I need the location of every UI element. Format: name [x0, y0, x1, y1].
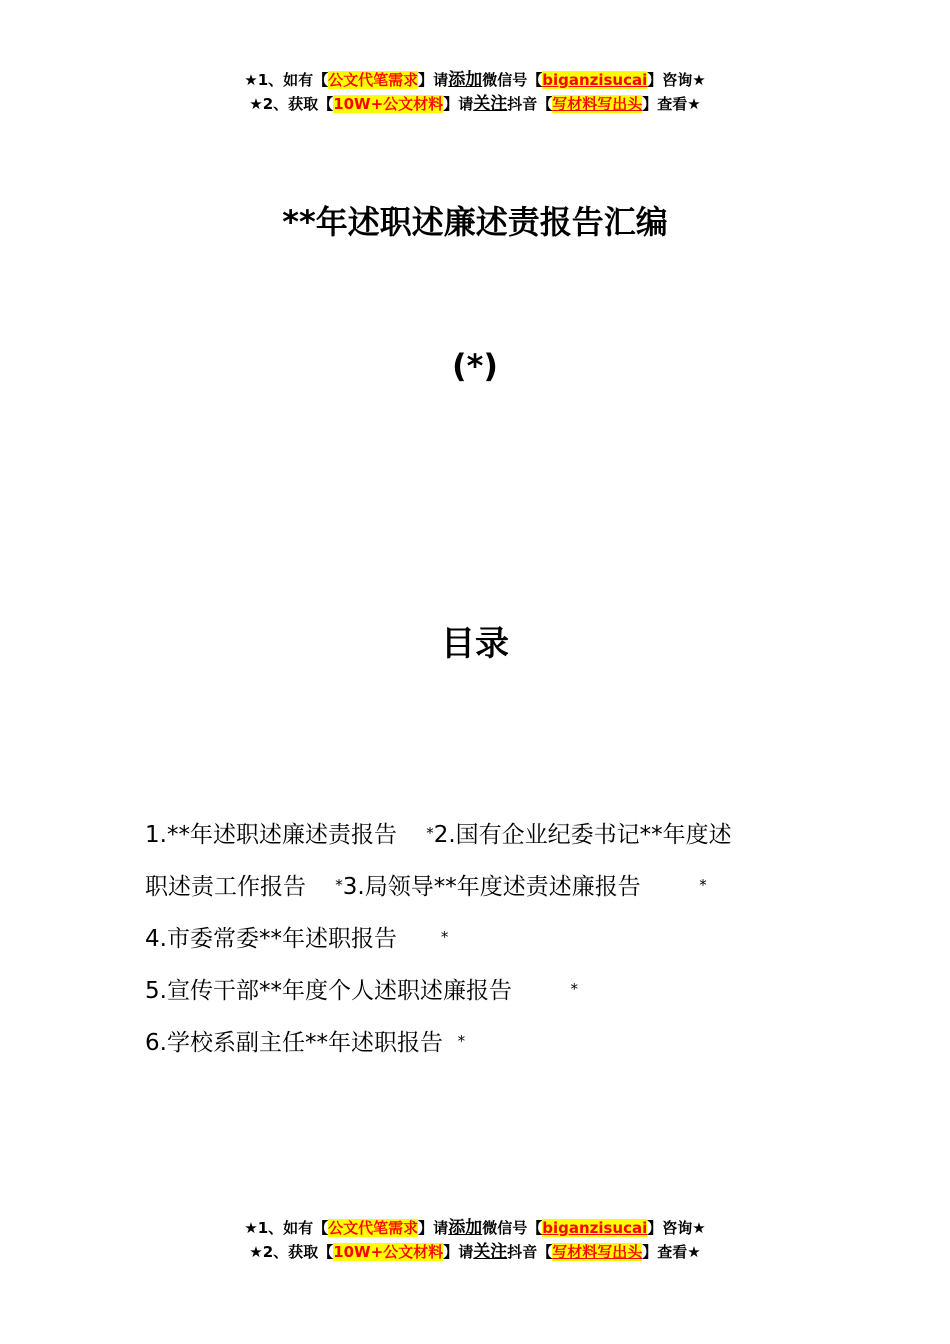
toc-line	[145, 964, 810, 1016]
toc-entry[interactable]: 3.局领导**年度述责述廉报告	[342, 874, 641, 900]
toc-line	[145, 860, 810, 912]
toc-page-marker: *	[570, 980, 578, 998]
banner-line-1	[0, 68, 950, 92]
douyin-id-highlight: 写材料写出头	[552, 95, 643, 113]
banner-highlight: 10W+公文材料	[333, 95, 444, 113]
banner-text: 】查看★	[642, 95, 701, 113]
banner-text: 】请	[443, 95, 474, 113]
banner-highlight: 公文代笔需求	[328, 1219, 419, 1237]
banner-text: ★1、如有【	[244, 1219, 329, 1237]
toc-entry[interactable]: 1.**年述职述廉述责报告	[145, 822, 397, 848]
toc-page-marker: *	[699, 876, 707, 894]
douyin-id-highlight: 写材料写出头	[552, 1243, 643, 1261]
banner-text: 微信号【	[482, 71, 543, 89]
banner-text: 】请	[418, 1219, 449, 1237]
banner-emphasis: 关注	[473, 94, 508, 114]
banner-text: 】咨询★	[647, 71, 706, 89]
banner-text: 】查看★	[642, 1243, 701, 1261]
banner-text: 】请	[443, 1243, 474, 1261]
toc-entry[interactable]: 2.国有企业纪委书记**年度述	[433, 822, 732, 848]
banner-text: 抖音【	[507, 95, 553, 113]
table-of-contents	[145, 808, 810, 1068]
footer-banner	[0, 1216, 950, 1264]
header-banner	[0, 68, 950, 116]
banner-text: 微信号【	[482, 1219, 543, 1237]
document-title: **年述职述廉述责报告汇编	[282, 203, 668, 241]
banner-text: 抖音【	[507, 1243, 553, 1261]
toc-entry[interactable]: 4.市委常委**年述职报告	[145, 926, 397, 952]
toc-page-marker: *	[457, 1032, 466, 1050]
toc-entry[interactable]: 6.学校系副主任**年述职报告	[145, 1030, 443, 1056]
toc-page-marker: *	[440, 928, 449, 946]
banner-line-1	[0, 1216, 950, 1240]
banner-highlight: 公文代笔需求	[328, 71, 419, 89]
document-subtitle: (*)	[452, 347, 498, 385]
banner-line-2	[0, 1240, 950, 1264]
toc-line	[145, 1016, 810, 1068]
banner-emphasis: 添加	[448, 70, 483, 90]
banner-text: ★2、获取【	[249, 1243, 334, 1261]
toc-line	[145, 808, 810, 860]
toc-entry[interactable]: 职述责工作报告	[145, 874, 306, 900]
banner-text: 】咨询★	[647, 1219, 706, 1237]
banner-text: 】请	[418, 71, 449, 89]
banner-line-2	[0, 92, 950, 116]
toc-page-marker: *	[335, 876, 343, 894]
wechat-id-highlight: biganzisucai	[542, 71, 648, 89]
toc-page-marker: *	[426, 824, 434, 842]
banner-text: ★2、获取【	[249, 95, 334, 113]
wechat-id-highlight: biganzisucai	[542, 1219, 648, 1237]
toc-heading: 目录	[441, 624, 509, 664]
banner-emphasis: 关注	[473, 1242, 508, 1262]
toc-line	[145, 912, 810, 964]
banner-emphasis: 添加	[448, 1218, 483, 1238]
toc-entry[interactable]: 5.宣传干部**年度个人述职述廉报告	[145, 978, 512, 1004]
banner-highlight: 10W+公文材料	[333, 1243, 444, 1261]
banner-text: ★1、如有【	[244, 71, 329, 89]
